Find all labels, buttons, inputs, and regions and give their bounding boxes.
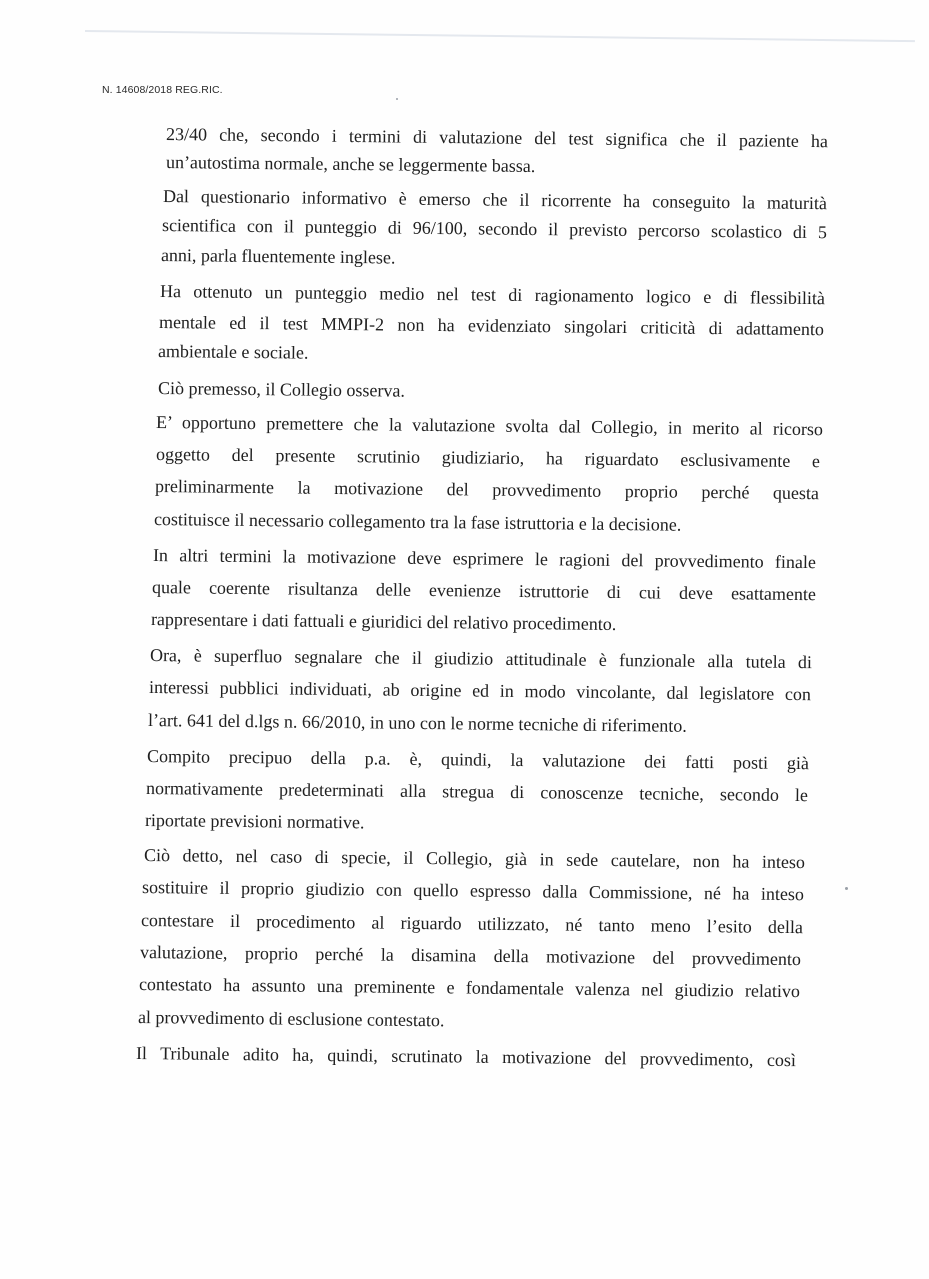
text-line: Ciò premesso, il Collegio osserva. xyxy=(157,378,406,401)
text-line: In altri termini la motivazione deve esprimere le ragioni del provvedimento finale xyxy=(152,545,817,573)
text-line: Compito precipuo della p.a. è, quindi, la valutazione dei fatti posti già xyxy=(146,746,810,774)
text-line: oggetto del presente scrutinio giudiziario, ha riguardato esclusivamente e xyxy=(155,444,821,472)
text-line: quale coerente risultanza delle evenienze istruttorie di cui deve esattamente xyxy=(151,577,817,605)
text-line: 23/40 che, secondo i termini di valutazione del test significa che il paziente ha xyxy=(165,124,829,152)
text-line: un’autostima normale, anche se leggermente bassa. xyxy=(165,152,536,176)
text-line: sostituire il proprio giudizio con quello espresso dalla Commissione, né ha inteso xyxy=(141,877,805,905)
text-line: costituisce il necessario collegamento tra la fase istruttoria e la decisione. xyxy=(153,509,682,535)
text-line: contestato ha assunto una preminente e fondamentale valenza nel giudizio relativo xyxy=(138,974,801,1002)
case-reference-header: N. 14608/2018 REG.RIC. xyxy=(102,84,223,96)
text-line: l’art. 641 del d.lgs n. 66/2010, in uno con le norme tecniche di riferimento. xyxy=(147,710,687,736)
text-line: preliminarmente la motivazione del provvedimento proprio perché questa xyxy=(154,476,820,504)
text-line: Ha ottenuto un punteggio medio nel test di ragionamento logico e di flessibilità xyxy=(159,281,826,309)
text-line: Il Tribunale adito ha, quindi, scrutinato la motivazione del provvedimento, così xyxy=(135,1043,797,1071)
text-line: valutazione, proprio perché la disamina della motivazione del provvedimento xyxy=(139,942,802,970)
text-line: riportate previsioni normative. xyxy=(144,810,365,833)
text-line: E’ opportuno premettere che la valutazione svolta dal Collegio, in merito al ricorso xyxy=(155,412,824,440)
text-line: Dal questionario informativo è emerso che il ricorrente ha conseguito la maturità xyxy=(162,186,828,214)
text-line: Ciò detto, nel caso di specie, il Collegio, già in sede cautelare, non ha inteso xyxy=(143,845,806,873)
text-line: rappresentare i dati fattuali e giuridici del relativo procedimento. xyxy=(150,609,617,635)
scan-speck xyxy=(396,98,398,100)
scan-speck xyxy=(845,887,848,890)
text-line: scientifica con il punteggio di 96/100, secondo il previsto percorso scolastico di 5 xyxy=(161,215,828,243)
text-line: contestare il procedimento al riguardo utilizzato, né tanto meno l’esito della xyxy=(140,910,804,938)
text-line: interessi pubblici individuati, ab origine ed in modo vincolante, dal legislatore con xyxy=(148,677,812,705)
text-line: anni, parla fluentemente inglese. xyxy=(160,245,396,268)
text-line: ambientale e sociale. xyxy=(157,341,309,363)
text-line: mentale ed il test MMPI-2 non ha evidenziato singolari criticità di adattamento xyxy=(158,312,825,340)
text-line: Ora, è superfluo segnalare che il giudizio attitudinale è funzionale alla tutela di xyxy=(149,645,813,673)
text-line: al provvedimento di esclusione contestato. xyxy=(137,1007,445,1031)
text-line: normativamente predeterminati alla stregua di conoscenze tecniche, secondo le xyxy=(145,778,809,806)
